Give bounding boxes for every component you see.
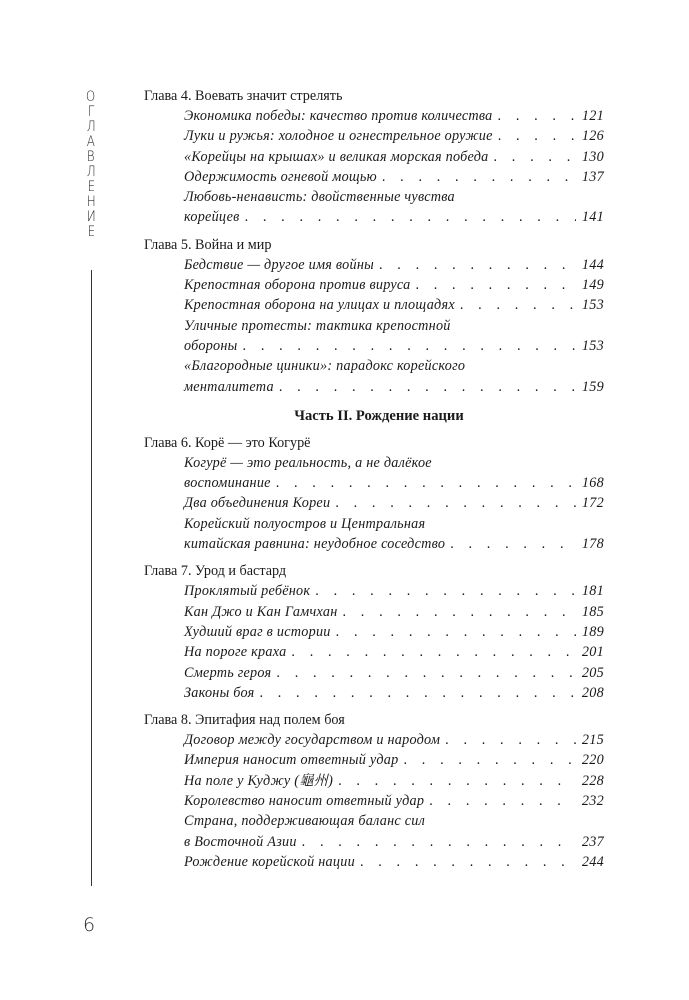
entry-title: На пороге краха [184,644,287,661]
entry-title: Когурё — это реальность, а не далёкое [184,454,432,471]
entry-line [184,534,604,554]
dot-leader [374,255,576,275]
toc-entry[interactable] [144,581,604,601]
dot-leader [424,791,576,811]
entry-page-number: 220 [581,752,604,769]
dot-leader [240,207,576,227]
entry-title: обороны [184,337,238,354]
side-title-letter: Г [87,104,95,120]
toc-entry[interactable] [144,275,604,295]
entry-title: Рождение корейской нации [184,853,355,870]
chapter [144,87,604,228]
entry-line [184,295,604,315]
toc-entry[interactable] [144,730,604,750]
entry-page-number: 153 [581,337,604,354]
toc-entry[interactable] [144,316,604,357]
side-title-letter: Л [86,119,96,135]
entry-title: Корейский полуостров и Центральная [184,515,426,532]
entry-page-number: 178 [581,536,604,553]
entry-title: Проклятый ребёнок [184,583,311,600]
entry-line [184,336,604,356]
entry-title: Уличные протесты: тактика крепостной [184,317,451,334]
chapter [144,711,604,872]
dot-leader [493,126,576,146]
dot-leader [238,336,576,356]
entry-line [184,126,604,146]
toc-entry[interactable] [144,791,604,811]
vertical-section-title [84,90,98,240]
entry-line [184,663,604,683]
dot-leader [271,473,576,493]
entry-line [184,811,604,831]
chapters-after-part [144,434,604,872]
toc-entry[interactable] [144,167,604,187]
toc-entry[interactable] [144,663,604,683]
toc-entry[interactable] [144,356,604,397]
dot-leader [254,683,575,703]
entry-title: воспоминание [184,475,271,492]
chapter-title[interactable]: Глава 5. Война и мир [144,236,272,253]
entry-page-number: 205 [581,664,604,681]
entry-page-number: 185 [581,603,604,620]
entry-line [184,453,604,473]
entry-title: менталитета [184,378,274,395]
dot-leader [271,663,575,683]
entry-line [184,167,604,187]
entry-page-number: 201 [581,644,604,661]
side-title-letter: Л [86,164,96,180]
side-title-letter: О [86,89,96,105]
entry-page-number: 137 [581,168,604,185]
dot-leader [440,730,576,750]
dot-leader [398,750,575,770]
dot-leader [337,602,575,622]
page-number: 6 [83,914,96,936]
entry-line [184,581,604,601]
entry-page-number: 228 [581,772,604,789]
toc-entry[interactable] [144,147,604,167]
toc-entry[interactable] [144,295,604,315]
entry-title: Одержимость огневой мощью [184,168,377,185]
entry-page-number: 159 [581,378,604,395]
entry-title: «Благородные циники»: парадокс корейского [184,358,466,375]
toc-entry[interactable] [144,642,604,662]
entry-line [184,791,604,811]
entry-page-number: 244 [581,853,604,870]
side-title-letter: Н [86,194,96,210]
entry-title: Экономика победы: качество против количества [184,108,493,124]
side-title-letter: А [86,134,96,150]
entry-line [184,255,604,275]
dot-leader [333,771,576,791]
side-title-letter: В [87,149,95,165]
entry-page-number: 121 [581,108,604,124]
entry-title: Договор между государством и народом [184,732,441,749]
toc-entry[interactable] [144,187,604,228]
entry-page-number: 172 [581,495,604,512]
dot-leader [355,852,576,872]
entry-line [184,493,604,513]
table-of-contents [144,87,604,880]
entry-page-number: 232 [581,793,604,810]
dot-leader [410,275,575,295]
dot-leader [455,295,576,315]
toc-entry[interactable] [144,106,604,126]
entry-title: Королевство наносит ответный удар [184,793,425,810]
entry-page-number: 168 [581,475,604,492]
entry-line [184,622,604,642]
entry-title: Империя наносит ответный удар [184,752,399,769]
dot-leader [445,534,576,554]
dot-leader [377,167,576,187]
toc-entry[interactable] [144,683,604,703]
part-heading: Часть II. Рождение нации [294,407,464,424]
dot-leader [274,377,576,397]
entry-title: Два объединения Кореи [184,495,331,512]
entry-line [184,683,604,703]
toc-entry[interactable] [144,453,604,494]
toc-entry[interactable] [144,493,604,513]
entry-line [184,275,604,295]
entry-title: Смерть героя [184,664,272,681]
entry-title: Худший враг в истории [184,623,331,640]
entry-line [184,832,604,852]
vertical-rule [91,270,92,886]
entry-title: Любовь-ненависть: двойственные чувства [184,189,455,206]
entry-page-number: 144 [581,256,604,273]
dot-leader [297,832,576,852]
entry-title: в Восточной Азии [184,833,297,850]
chapter [144,434,604,554]
toc-entry[interactable] [144,852,604,872]
entry-line [184,750,604,770]
side-title-letter: Е [87,224,95,240]
entry-line [184,602,604,622]
entry-title: На поле у Куджу (龜州) [184,772,334,789]
chapter-title[interactable]: Глава 8. Эпитафия над полем боя [144,712,345,729]
entry-line [184,377,604,397]
entry-page-number: 215 [581,732,604,749]
entry-line [184,147,604,167]
entry-page-number: 189 [581,623,604,640]
toc-entry[interactable] [144,771,604,791]
dot-leader [489,147,576,167]
entry-line [184,187,604,207]
entry-line [184,514,604,534]
dot-leader [330,493,575,513]
entry-line [184,473,604,493]
dot-leader [331,622,576,642]
toc-entry[interactable] [144,514,604,555]
toc-entry[interactable] [144,622,604,642]
side-title-letter: Е [87,179,95,195]
entry-page-number: 130 [581,148,604,165]
dot-leader [310,581,576,601]
chapter-title[interactable]: Глава 6. Корё — это Когурё [144,434,311,451]
entry-title: Крепостная оборона против вируса [184,277,411,294]
entry-line [184,316,604,336]
entry-line [184,356,604,376]
entry-title: Страна, поддерживающая баланс сил [184,813,426,830]
entry-title: Кан Джо и Кан Гамчхан [184,603,338,620]
entry-title: Бедствие — другое имя войны [184,256,374,273]
entry-page-number: 141 [581,209,604,226]
entry-title: Луки и ружья: холодное и огнестрельное оружие [184,128,493,145]
toc-entry[interactable] [144,126,604,146]
entry-line [184,852,604,872]
entry-page-number: 149 [581,277,604,294]
dot-leader [493,106,576,126]
entry-page-number: 153 [581,297,604,314]
entry-page-number: 208 [581,684,604,701]
side-title-letter: И [86,209,96,225]
chapter-title[interactable]: Глава 7. Урод и бастард [144,563,287,580]
entry-line [184,642,604,662]
chapter-title[interactable]: Глава 4. Воевать значит стрелять [144,88,343,104]
entry-line [184,106,604,126]
entry-line [184,771,604,791]
entry-line [184,207,604,227]
toc-entry[interactable] [144,750,604,770]
chapters-before-part [144,87,604,397]
chapter [144,236,604,397]
toc-entry[interactable] [144,602,604,622]
entry-line [184,730,604,750]
entry-page-number: 237 [581,833,604,850]
entry-title: корейцев [184,209,240,226]
entry-page-number: 181 [581,583,604,600]
entry-title: «Корейцы на крышах» и великая морская победа [184,148,489,165]
dot-leader [286,642,575,662]
entry-title: Законы боя [184,684,255,701]
entry-title: Крепостная оборона на улицах и площадях [184,297,455,314]
entry-page-number: 126 [581,128,604,145]
entry-title: китайская равнина: неудобное соседство [184,536,446,553]
chapter [144,562,604,703]
toc-entry[interactable] [144,811,604,852]
toc-entry[interactable] [144,255,604,275]
